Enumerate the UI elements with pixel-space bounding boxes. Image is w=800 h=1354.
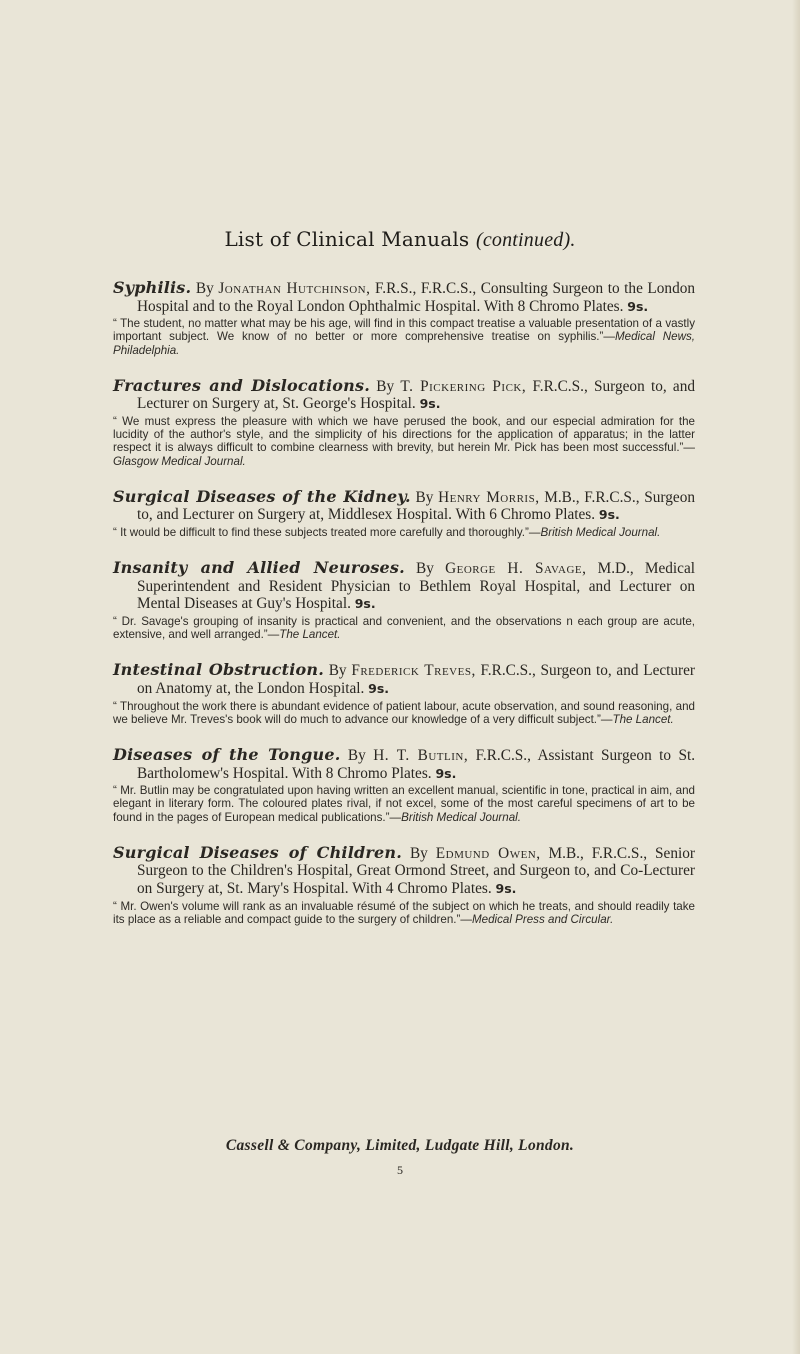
entry-by: By [415,488,434,506]
entry-price: 9s. [598,507,620,523]
entry-review [113,784,695,824]
entry-title: Surgical Diseases of the Kidney. [113,486,411,506]
review-text: “ Throughout the work there is abundant evidence of patient labour, acute observation, and sound reasoning, and we believe Mr. Treves's book will do much to advance our knowledge of a very difficult subject.”— [113,699,695,726]
entry-author: Jonathan Hutchinson, [218,280,371,297]
review-source: Glasgow Medical Journal. [113,454,246,468]
entry-price: 9s. [368,680,390,696]
manual-entry [113,279,695,357]
entry-by: By [347,746,366,764]
publisher-imprint: Cassell & Company, Limited, Ludgate Hill, London. [225,1137,575,1154]
review-text: “ Dr. Savage's grouping of insanity is practical and convenient, and the observations n each group are acute, extensive, and well arranged.”— [113,614,695,642]
entry-price: 9s. [435,765,457,781]
entry-by: By [409,844,428,862]
entry-title: Insanity and Allied Neuroses. [113,558,405,578]
entry-price: 9s. [354,596,376,612]
review-text: “ The student, no matter what may be his age, will find in this compact treatise a valuable presentation of a vastly important subject. We know of no better or more comprehensive treatise on syphilis.”— [113,317,695,344]
review-text: “ Mr. Owen's volume will rank as an invaluable résumé of the subject on which he treats, and should readily take its place as a reliable and compact guide to the surgery of children.”— [113,899,695,926]
entry-title: Diseases of the Tongue. [113,744,341,764]
entry-description: M.D., Medical Superintendent and Resident Physician to Bethlem Royal Hospital, and Lecturer on Mental Diseases at Guy's Hospital. [137,560,695,613]
manual-list [113,279,695,946]
entry-author: Edmund Owen, [435,844,541,862]
entry-review [113,700,695,726]
review-source: Medical News, Philadelphia. [113,330,696,357]
entry-author: T. Pickering Pick, [400,377,527,395]
entry-by: By [328,662,347,680]
entry-description: F.R.S., F.R.C.S., Consulting Surgeon to the London Hospital and to the Royal London Ophthalmic Hospital. With 8 Chromo Plates. [137,280,696,315]
manual-entry [113,377,695,468]
entry-price: 9s. [627,298,649,314]
heading-title: List of Clinical Manuals [224,227,470,251]
manual-entry [113,844,695,926]
entry-title: Syphilis. [113,278,192,297]
entry-description: M.B., F.R.C.S., Senior Surgeon to the Children's Hospital, Great Ormond Street, and Surgeon to, and Co-Lecturer on Surgery at, St. Mary's Hospital. With 4 Chromo Plates. [137,844,695,897]
manual-entry [113,488,695,539]
review-source: The Lancet. [612,712,674,726]
entry-by: By [416,560,434,578]
page-number: 5 [397,1163,403,1177]
review-text: “ It would be difficult to find these subjects treated more carefully and thoroughly.”— [113,525,541,539]
entry-author: H. T. Butlin, [373,746,469,764]
entry-author: Frederick Treves, [351,662,476,680]
entry-title: Intestinal Obstruction. [113,660,324,680]
page-edge [792,0,800,1354]
entry-description: F.R.C.S., Surgeon to, and Lecturer on Anatomy at, the London Hospital. [137,662,696,697]
entry-review [113,900,695,926]
entry-title: Fractures and Dislocations. [113,375,370,395]
entry-review [113,526,695,539]
page-heading [0,227,800,252]
entry-author: George H. Savage, [445,560,587,578]
entry-title: Surgical Diseases of Children. [113,842,402,862]
entry-author: Henry Morris, [438,488,540,506]
entry-review [113,615,695,641]
review-text: “ We must express the pleasure with which we have perused the book, and our especial admiration for the lucidity of the author's style, and the simplicity of his directions for the application of apparatus; in the latter respect it is always difficult to combine clearness with brevity, but herein Mr. Pick has been most successful.”— [113,414,695,455]
heading-continued: (continued). [475,229,576,251]
review-source: The Lancet. [279,628,341,642]
entry-price: 9s. [495,880,517,896]
entry-description: M.B., F.R.C.S., Surgeon to, and Lecturer on Surgery at, Middlesex Hospital. With 6 Chromo Plates. [137,488,695,524]
review-source: British Medical Journal. [540,525,661,539]
manual-entry [113,746,695,824]
manual-entry [113,559,695,641]
review-text: “ Mr. Butlin may be congratulated upon having written an excellent manual, scientific in tone, practical in aim, and elegant in literary form. The coloured plates rival, if not excel, some of the most careful specimens of art to be found in the pages of European medical publications.”— [113,784,695,824]
entry-description: F.R.C.S., Assistant Surgeon to St. Bartholomew's Hospital. With 8 Chromo Plates. [137,746,696,782]
entry-price: 9s. [419,396,441,412]
review-source: Medical Press and Circular. [471,912,614,926]
entry-by: By [195,280,214,297]
manual-entry [113,661,695,726]
entry-by: By [376,377,395,395]
review-source: British Medical Journal. [401,810,521,824]
entry-review [113,415,695,468]
entry-description: F.R.C.S., Surgeon to, and Lecturer on Surgery at, St. George's Hospital. [137,377,696,413]
entry-review [113,317,695,357]
